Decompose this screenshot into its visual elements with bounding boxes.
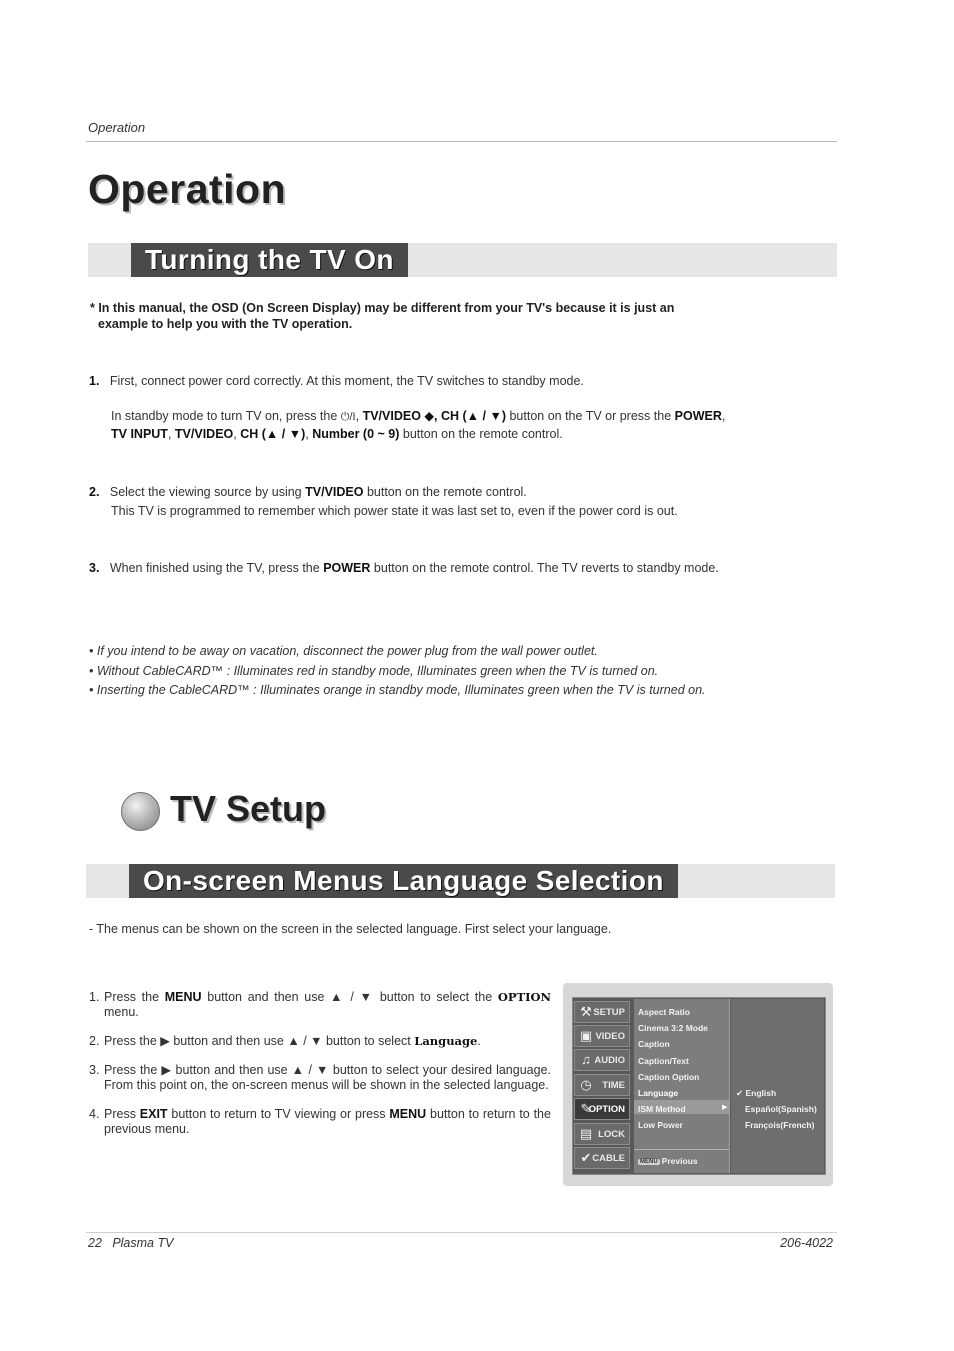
header-rule (86, 141, 837, 142)
osd-note (90, 300, 674, 332)
power-label: POWER (674, 409, 722, 423)
step-2-line2: This TV is programmed to remember which power state it was last set to, even if the power cord is out. (111, 504, 678, 518)
step-text-part: Press (104, 1107, 136, 1121)
running-head: Operation (88, 120, 146, 135)
step-text: Press the ▶ button and then use ▲ / ▼ button to select your desired language. From this point on, the on-screen menus will be shown in the selected language. (104, 1063, 551, 1092)
step-3-text: When finished using the TV, press the (109, 561, 320, 575)
osd-language-spanish: Español(Spanish) (745, 1104, 817, 1114)
osd-previous-label: Previous (661, 1156, 698, 1166)
comma: , (233, 427, 237, 441)
step-1-detail-text: button on the TV or press the (509, 409, 672, 423)
step-2-text: button on the remote control. (366, 485, 527, 499)
section-band-language (86, 864, 835, 898)
section-title-turning-on: Turning the TV On (131, 243, 408, 277)
osd-menu-illustration (563, 983, 833, 1186)
osd-tab-video (574, 1025, 630, 1047)
option-icon: ✎ (580, 1101, 592, 1116)
step-3-number: 3. (89, 561, 100, 575)
osd-tab-label: AUDIO (594, 1054, 625, 1066)
osd-divider (634, 1149, 729, 1150)
power-symbol: ⏻/I (340, 411, 356, 423)
comma: , (305, 427, 309, 441)
step-text-part: menu. (104, 1005, 139, 1019)
comma: , (721, 409, 726, 423)
audio-icon: ♫ (581, 1052, 591, 1067)
sphere-bullet-icon (121, 792, 160, 831)
power-label: POWER (323, 561, 371, 575)
cable-icon: ✔ (580, 1150, 592, 1165)
menu-label: MENU (164, 990, 202, 1004)
ch-remote-label: CH (▲ / ▼) (240, 427, 306, 441)
osd-note-line1: * In this manual, the OSD (On Screen Display) may be different from your TV's because it is just an (90, 301, 675, 315)
language-intro: - The menus can be shown on the screen in the selected language. First select your language. (89, 922, 612, 936)
step-text-part: button to return to the previous menu. (104, 1107, 551, 1136)
language-step-2 (89, 1034, 551, 1049)
comma: , (355, 409, 360, 423)
osd-language-english: ✔ English (736, 1088, 777, 1098)
osd-tab-option (574, 1098, 630, 1120)
step-number: 2. (89, 1034, 100, 1048)
osd-item: Low Power (638, 1120, 683, 1130)
ch-front-label: ◆, CH (▲ / ▼) (424, 409, 506, 423)
language-step-3 (89, 1063, 551, 1093)
step-2-text: Select the viewing source by using (109, 485, 302, 499)
osd-item: Caption (638, 1039, 670, 1049)
tip-item: • Inserting the CableCARD™ : Illuminates orange in standby mode, Illuminates green when the TV is turned on. (89, 683, 706, 697)
osd-language-french: François(French) (745, 1120, 815, 1130)
footer-page: 22 Plasma TV (88, 1236, 174, 1250)
osd-tab-label: CABLE (592, 1152, 625, 1164)
osd-tab-audio (574, 1049, 630, 1071)
osd-item: Aspect Ratio (638, 1007, 690, 1017)
page-title: Operation (88, 166, 287, 212)
osd-previous (638, 1156, 698, 1166)
language-step-1 (89, 990, 551, 1020)
footer-rule (86, 1232, 837, 1233)
clock-icon: ◷ (580, 1077, 592, 1092)
osd-screen (572, 997, 826, 1175)
step-text (104, 1107, 551, 1137)
section-band-turning-on (88, 243, 837, 277)
step-text-part: Press the ▶ button and then use ▲ / ▼ button to select (104, 1034, 411, 1048)
lock-icon: ▤ (579, 1126, 593, 1141)
osd-language-list (731, 999, 824, 1173)
setup-icon: ⚒ (580, 1004, 592, 1019)
step-3 (89, 559, 719, 578)
number-label: Number (0 ~ 9) (312, 427, 400, 441)
tvvideo-label: TV/VIDEO (174, 427, 234, 441)
step-3-text: button on the remote control. The TV reverts to standby mode. (373, 561, 719, 575)
step-1-detail-line2 (111, 425, 563, 444)
tip-item: • Without CableCARD™ : Illuminates red in standby mode, Illuminates green when the TV is turned on. (89, 663, 659, 678)
menu-label: MENU (389, 1107, 427, 1121)
language-steps (89, 990, 551, 1137)
osd-tab-lock (574, 1123, 630, 1145)
osd-tab-time (574, 1074, 630, 1096)
exit-label: EXIT (139, 1107, 168, 1121)
step-number: 1. (89, 990, 100, 1004)
step-text-part: . (477, 1034, 481, 1048)
step-1-text: First, connect power cord correctly. At this moment, the TV switches to standby mode. (109, 374, 584, 388)
step-1-number: 1. (89, 374, 100, 388)
tvvideo-label: TV/VIDEO (305, 485, 364, 499)
step-1-detail (111, 407, 725, 427)
language-label: Language (414, 1034, 478, 1048)
osd-note-line2: example to help you with the TV operation. (98, 317, 353, 331)
step-text (104, 1034, 481, 1049)
osd-item: ISM Method (638, 1104, 686, 1114)
osd-item: Caption Option (638, 1072, 700, 1082)
osd-option-list (634, 999, 730, 1173)
step-number: 4. (89, 1107, 100, 1121)
osd-tab-label: SETUP (593, 1006, 625, 1018)
tip-item: • If you intend to be away on vacation, disconnect the power plug from the wall power outlet. (89, 644, 598, 658)
osd-item-selected: Language (638, 1088, 679, 1098)
comma: , (167, 427, 172, 441)
step-1-detail-text: button on the remote control. (402, 427, 563, 441)
step-1 (89, 372, 584, 391)
menu-key-icon: MENU (640, 1159, 658, 1165)
step-number: 3. (89, 1063, 100, 1077)
osd-item: Cinema 3:2 Mode (638, 1023, 708, 1033)
section-heading-tv-setup: TV Setup (170, 788, 327, 829)
osd-item: Caption/Text (638, 1056, 689, 1066)
osd-tab-setup (574, 1001, 630, 1023)
tips-list (89, 642, 706, 701)
osd-tab-label: TIME (602, 1079, 625, 1091)
tv-input-label: TV INPUT (111, 427, 168, 441)
arrow-right-icon: ▶ (722, 1104, 728, 1111)
osd-tab-column (574, 999, 632, 1173)
option-label: OPTION (497, 990, 551, 1004)
tvvideo-label: TV/VIDEO (362, 409, 421, 423)
osd-tab-label: VIDEO (595, 1030, 625, 1042)
osd-tab-label: LOCK (598, 1128, 625, 1140)
step-2 (89, 483, 527, 502)
video-icon: ▣ (579, 1028, 593, 1043)
step-text (104, 990, 551, 1020)
step-text-part: button to return to TV viewing or press (171, 1107, 386, 1121)
osd-tab-cable (574, 1147, 630, 1169)
section-title-language: On-screen Menus Language Selection (129, 864, 678, 898)
osd-tab-label: OPTION (588, 1103, 625, 1115)
step-1-detail-text: In standby mode to turn TV on, press the (111, 409, 338, 423)
step-text-part: button and then use ▲ / ▼ button to select the (207, 990, 493, 1004)
step-2-number: 2. (89, 485, 100, 499)
footer-code: 206-4022 (780, 1236, 833, 1250)
language-step-4 (89, 1107, 551, 1137)
step-text-part: Press the (104, 990, 160, 1004)
